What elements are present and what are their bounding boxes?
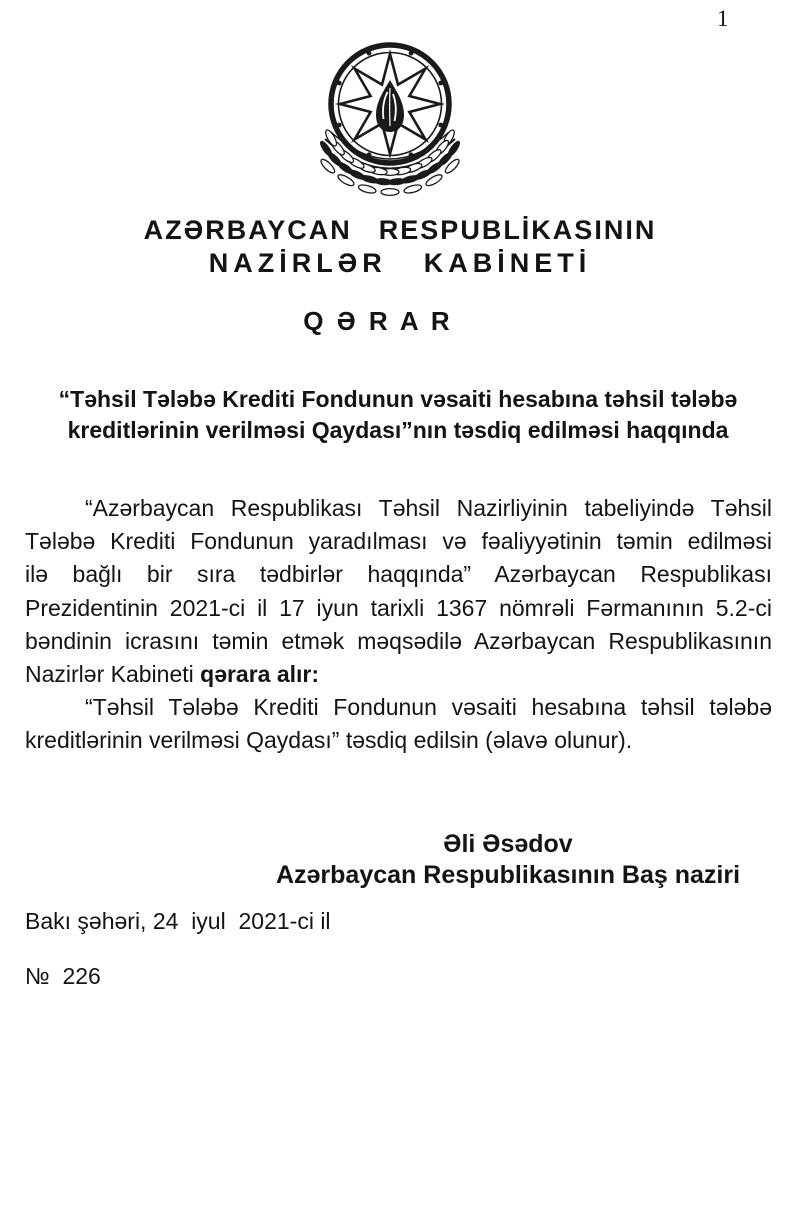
place-and-date: Bakı şəhəri, 24 iyul 2021-ci il: [25, 908, 331, 934]
document-number: № 226: [25, 963, 101, 989]
page-number: 1: [717, 6, 729, 31]
signer-title: Azərbaycan Respublikasının Baş naziri: [275, 861, 741, 889]
resolution-bold-text: qərara alır:: [200, 661, 320, 688]
body-line: kreditlərinin verilməsi Qaydası” təsdiq edilsin (əlavə olunur).: [25, 727, 633, 754]
document-type-heading: Q Ə R A R: [303, 306, 453, 336]
signature-block: [216, 829, 800, 891]
body-text: [25, 492, 772, 758]
body-line: Prezidentinin 2021-ci il 17 iyun tarixli 1367 nömrəli Fərmanının 5.2-ci: [25, 594, 772, 621]
body-line: Tələbə Krediti Fondunun yaradılması və fəaliyyətinin təmin edilməsi: [25, 528, 772, 555]
body-line: bəndinin icrasını təmin etmək məqsədilə Azərbaycan Respublikasının: [25, 627, 772, 654]
document-title-line2: kreditlərinin verilməsi Qaydası”nın təsdiq edilməsi haqqında: [67, 417, 729, 443]
org-name-line1: AZƏRBAYCAN RESPUBLİKASININ: [143, 215, 657, 245]
resolution-lead-text: Nazirlər Kabineti: [25, 661, 201, 688]
state-emblem: [305, 36, 475, 206]
body-line: “Azərbaycan Respublikası Təhsil Nazirliyinin tabeliyində Təhsil: [85, 495, 772, 521]
body-line: ilə bağlı bir sıra tədbirlər haqqında” Azərbaycan Respublikası: [25, 561, 772, 588]
azerbaijan-emblem-icon: [305, 36, 475, 206]
signer-name: Əli Əsədov: [443, 830, 573, 858]
body-line: “Təhsil Tələbə Krediti Fondunun vəsaiti hesabına təhsil tələbə: [85, 694, 772, 721]
org-name-line2: NAZİRLƏR KABİNETİ: [208, 248, 592, 278]
document-title: [20, 384, 776, 446]
body-line-resolution: [25, 658, 772, 691]
document-title-line1: “Təhsil Tələbə Krediti Fondunun vəsaiti hesabına təhsil tələbə: [58, 386, 738, 412]
